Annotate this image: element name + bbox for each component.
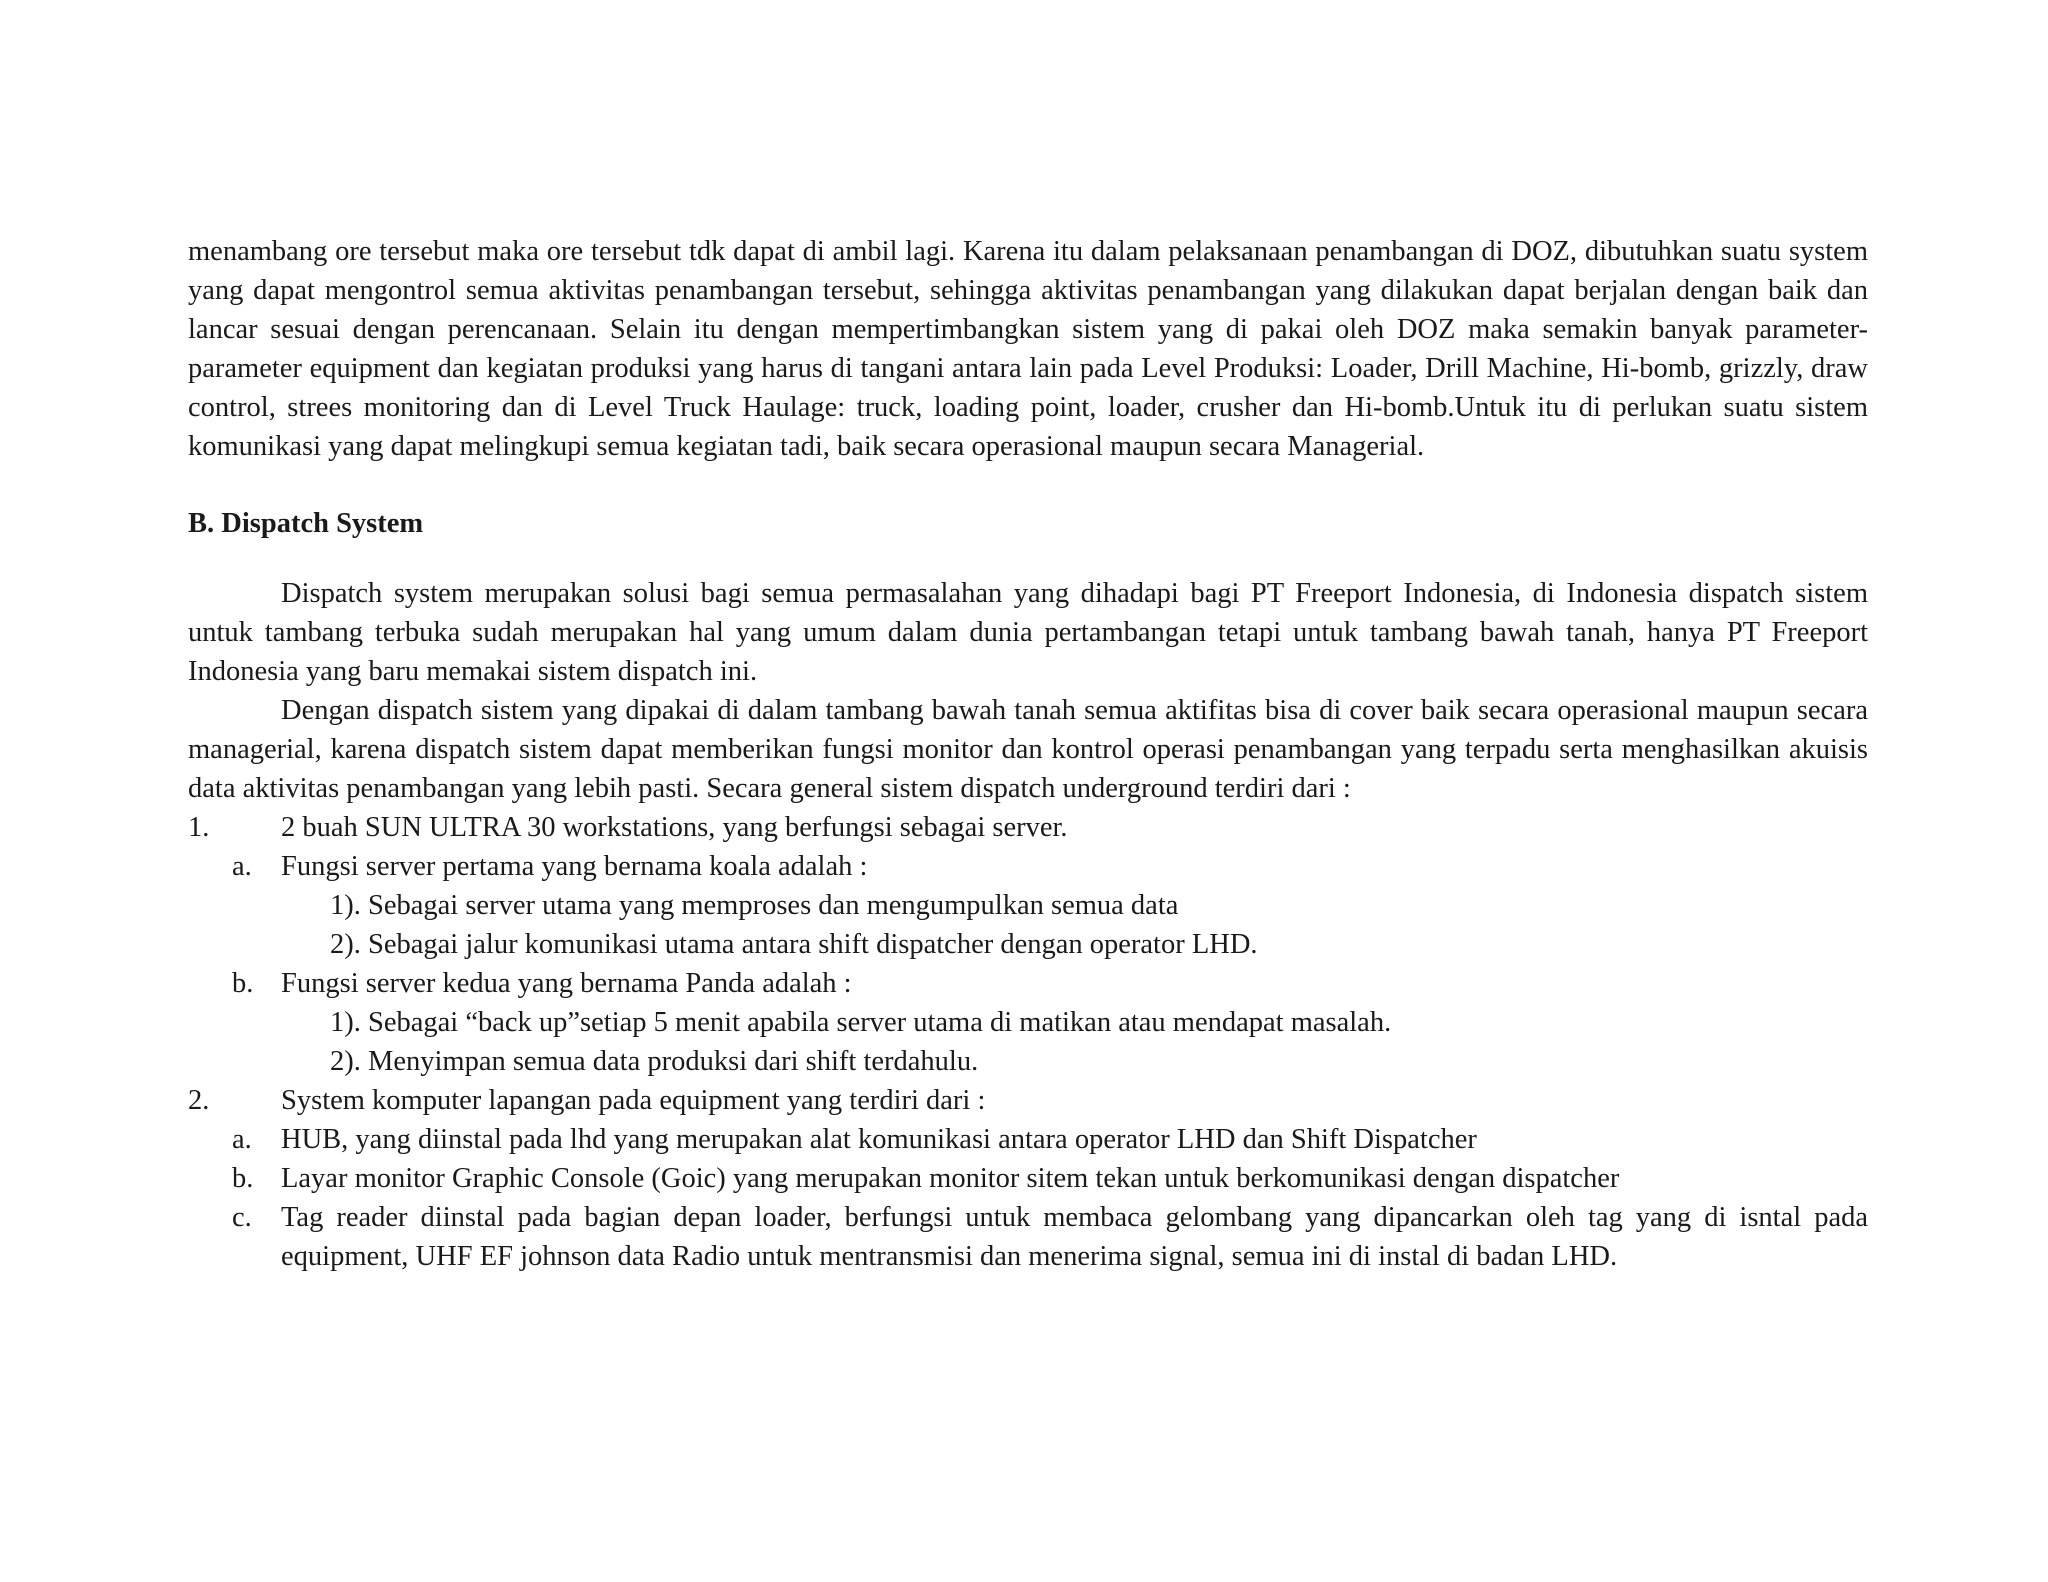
- sub-item-2a: [188, 1120, 1868, 1159]
- sub-point-1a-2: 2). Sebagai jalur komunikasi utama antara shift dispatcher dengan operator LHD.: [330, 929, 1258, 960]
- sub-item-marker: b.: [232, 968, 254, 999]
- sub-item-1a: [188, 847, 1868, 886]
- sub-item-marker: b.: [232, 1163, 254, 1194]
- sub-item-text: Tag reader diinstal pada bagian depan loader, berfungsi untuk membaca gelombang yang dipancarkan oleh tag yang di isntal pada equipment, UHF EF johnson data Radio untuk mentransmisi dan menerima signal, semua ini di instal di badan LHD.: [281, 1202, 1868, 1272]
- sub-item-text: Fungsi server kedua yang bernama Panda adalah :: [281, 968, 852, 999]
- list-item-1: [188, 808, 1868, 847]
- list-item-text: 2 buah SUN ULTRA 30 workstations, yang berfungsi sebagai server.: [281, 812, 1068, 843]
- list-item-number: 2.: [188, 1085, 210, 1116]
- list-item-number: 1.: [188, 812, 210, 843]
- sub-item-text: Layar monitor Graphic Console (Goic) yang merupakan monitor sitem tekan untuk berkomunikasi dengan dispatcher: [281, 1163, 1620, 1194]
- sub-point-1b-1: 1). Sebagai “back up”setiap 5 menit apabila server utama di matikan atau mendapat masalah.: [330, 1007, 1392, 1038]
- sub-item-text: Fungsi server pertama yang bernama koala adalah :: [281, 851, 868, 882]
- dispatch-paragraph-2: Dengan dispatch sistem yang dipakai di dalam tambang bawah tanah semua aktifitas bisa di cover baik secara operasional maupun secara managerial, karena dispatch sistem dapat memberikan fungsi monitor dan kontrol operasi penambangan yang terpadu serta menghasilkan akuisis data aktivitas penambangan yang lebih pasti. Secara general sistem dispatch underground terdiri dari :: [188, 695, 1868, 804]
- list-item-text: System komputer lapangan pada equipment yang terdiri dari :: [281, 1085, 986, 1116]
- intro-paragraph: menambang ore tersebut maka ore tersebut tdk dapat di ambil lagi. Karena itu dalam pelaksanaan penambangan di DOZ, dibutuhkan suatu system yang dapat mengontrol semua aktivitas penambangan tersebut, sehingga aktivitas penambangan yang dilakukan dapat berjalan dengan baik dan lancar sesuai dengan perencanaan. Selain itu dengan mempertimbangkan sistem yang di pakai oleh DOZ maka semakin banyak parameter-parameter equipment dan kegiatan produksi yang harus di tangani antara lain pada Level Produksi: Loader, Drill Machine, Hi-bomb, grizzly, draw control, strees monitoring dan di Level Truck Haulage: truck, loading point, loader, crusher dan Hi-bomb.Untuk itu di perlukan suatu sistem komunikasi yang dapat melingkupi semua kegiatan tadi, baik secara operasional maupun secara Managerial.: [188, 236, 1868, 462]
- list-item-2: [188, 1081, 1868, 1120]
- sub-item-marker: c.: [232, 1202, 252, 1233]
- sub-item-2c: [188, 1198, 1868, 1276]
- sub-item-marker: a.: [232, 1124, 252, 1155]
- sub-item-marker: a.: [232, 851, 252, 882]
- section-heading: B. Dispatch System: [188, 508, 424, 539]
- sub-item-2b: [188, 1159, 1868, 1198]
- page-content: [188, 232, 1868, 1276]
- sub-point-1a-1: 1). Sebagai server utama yang memproses dan mengumpulkan semua data: [330, 890, 1179, 921]
- component-list: [188, 808, 1868, 1276]
- sub-item-1b: [188, 964, 1868, 1003]
- dispatch-paragraph-1: Dispatch system merupakan solusi bagi semua permasalahan yang dihadapi bagi PT Freeport Indonesia, di Indonesia dispatch sistem untuk tambang terbuka sudah merupakan hal yang umum dalam dunia pertambangan tetapi untuk tambang bawah tanah, hanya PT Freeport Indonesia yang baru memakai sistem dispatch ini.: [188, 578, 1868, 687]
- sub-point-1b-2: 2). Menyimpan semua data produksi dari shift terdahulu.: [330, 1046, 979, 1077]
- sub-item-text: HUB, yang diinstal pada lhd yang merupakan alat komunikasi antara operator LHD dan Shift Dispatcher: [281, 1124, 1477, 1155]
